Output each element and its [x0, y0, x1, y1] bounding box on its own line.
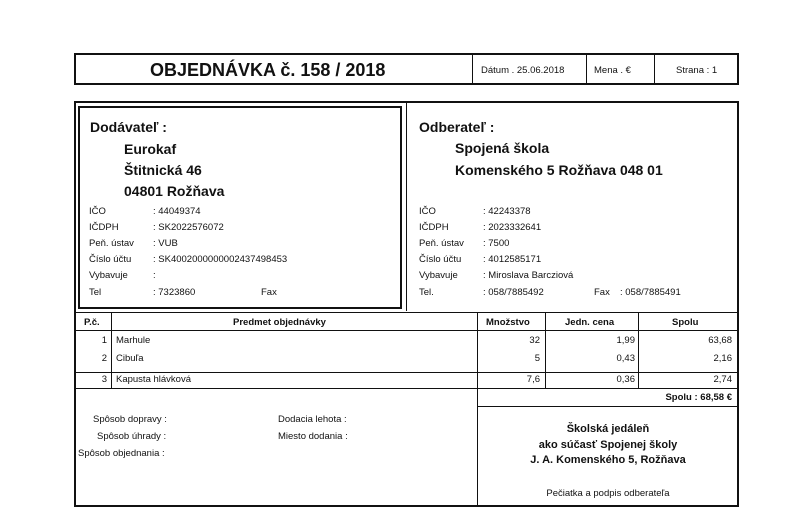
col-header-item: Predmet objednávky	[233, 317, 326, 328]
supplier-field-label: Peň. ústav	[89, 238, 134, 249]
order-page: Strana : 1	[676, 65, 718, 76]
stamp-line-3: J. A. Komenského 5, Rožňava	[530, 454, 686, 466]
table-row-total: 63,68	[708, 335, 732, 346]
table-row-total: 2,74	[713, 374, 732, 385]
supplier-street: Štitnická 46	[124, 162, 202, 178]
customer-field-value: : Miroslava Barcziová	[483, 270, 574, 281]
table-row-price: 0,43	[616, 353, 635, 364]
supplier-field-label: Číslo účtu	[89, 254, 132, 265]
supplier-field-value: : VUB	[153, 238, 178, 249]
supplier-city: 04801 Rožňava	[124, 183, 225, 199]
payment-method: Spôsob úhrady :	[97, 431, 167, 442]
supplier-field-label: IČDPH	[89, 222, 119, 233]
col-header-total: Spolu	[672, 317, 699, 328]
table-row-qty: 32	[529, 335, 540, 346]
delivery-time: Dodacia lehota :	[278, 414, 347, 425]
supplier-heading: Dodávateľ :	[90, 119, 167, 135]
customer-field-value: : 7500	[483, 238, 510, 249]
supplier-field-label: Tel	[89, 287, 102, 298]
stamp-line-2: ako súčasť Spojenej školy	[538, 439, 678, 451]
customer-field-label: Číslo účtu	[419, 254, 462, 265]
ordering-method: Spôsob objednania :	[78, 448, 165, 459]
col-header-qty: Množstvo	[486, 317, 530, 328]
customer-field-label: IČDPH	[419, 222, 449, 233]
customer-field-value: : 4012585171	[483, 254, 542, 265]
supplier-field-value: : SK2022576072	[153, 222, 224, 233]
customer-field-value: : 058/7885492	[483, 287, 544, 298]
supplier-field-label: IČO	[89, 206, 106, 217]
grand-total: Spolu : 68,58 €	[665, 392, 732, 403]
customer-address: Komenského 5 Rožňava 048 01	[455, 162, 663, 178]
order-date: Dátum . 25.06.2018	[481, 65, 565, 76]
table-row-no: 3	[101, 374, 107, 385]
customer-heading: Odberateľ :	[419, 119, 495, 135]
supplier-field-value: : SK4002000000002437498453	[153, 254, 288, 265]
customer-fax-label: Fax	[594, 287, 610, 298]
supplier-field-value: :	[153, 270, 156, 281]
col-header-no: P.č.	[84, 317, 100, 328]
supplier-field-label: Vybavuje	[89, 270, 128, 281]
customer-field-label: IČO	[419, 206, 436, 217]
table-row-qty: 5	[534, 353, 540, 364]
customer-fax-value: : 058/7885491	[620, 287, 681, 298]
table-row-price: 0,36	[616, 374, 635, 385]
customer-field-label: Vybavuje	[419, 270, 458, 281]
order-currency: Mena . €	[594, 65, 631, 76]
table-row-item: Cibuľa	[116, 353, 144, 364]
table-row-item: Kapusta hlávková	[116, 374, 191, 385]
supplier-name: Eurokaf	[124, 141, 177, 157]
table-row-qty: 7,6	[526, 374, 540, 385]
table-row-no: 2	[101, 353, 107, 364]
table-row-price: 1,99	[616, 335, 635, 346]
transport-method: Spôsob dopravy :	[93, 414, 167, 425]
stamp-line-1: Školská jedáleň	[566, 423, 650, 435]
table-row-item: Marhule	[116, 335, 151, 346]
customer-name: Spojená škola	[455, 140, 550, 156]
table-row-no: 1	[101, 335, 107, 346]
col-header-price: Jedn. cena	[565, 317, 615, 328]
supplier-field-value: : 44049374	[153, 206, 201, 217]
customer-field-value: : 42243378	[483, 206, 531, 217]
order-title: OBJEDNÁVKA č. 158 / 2018	[150, 60, 386, 80]
supplier-fax-label: Fax	[261, 287, 277, 298]
table-row-total: 2,16	[713, 353, 732, 364]
delivery-place: Miesto dodania :	[278, 431, 348, 442]
supplier-field-value: : 7323860	[153, 287, 196, 298]
customer-field-label: Tel.	[419, 287, 434, 298]
signature-label: Pečiatka a podpis odberateľa	[546, 488, 670, 499]
customer-field-value: : 2023332641	[483, 222, 542, 233]
customer-field-label: Peň. ústav	[419, 238, 464, 249]
